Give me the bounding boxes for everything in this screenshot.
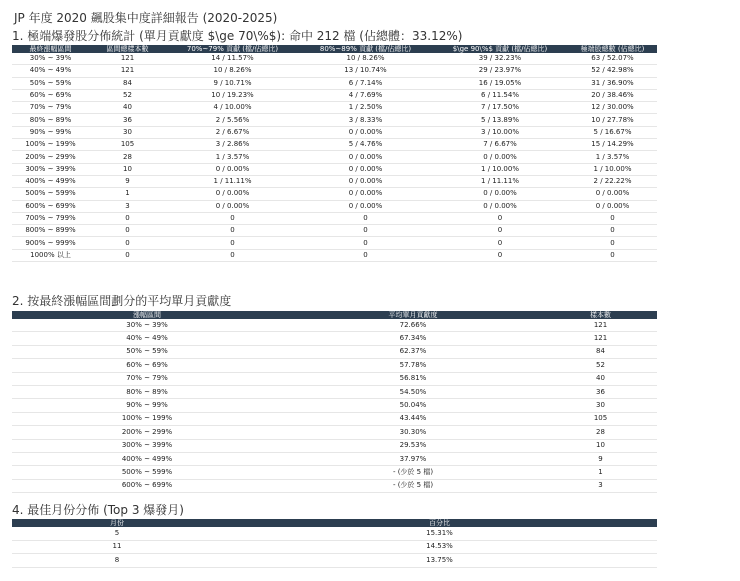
table-cell: 0 / 0.00%: [568, 200, 657, 212]
table-cell: 0: [568, 225, 657, 237]
table-cell: 105: [544, 412, 657, 425]
table-cell: 3 / 2.86%: [166, 139, 299, 151]
table-row: [12, 345, 657, 358]
table-cell: 400% ~ 499%: [12, 452, 282, 465]
table-cell: 50% ~ 59%: [12, 77, 89, 89]
table-cell: 36: [89, 114, 166, 126]
table-cell: 0: [568, 249, 657, 261]
extreme-distribution-table: [12, 45, 657, 262]
table-row: [12, 540, 657, 554]
table-row: [12, 114, 657, 126]
table-cell: 90% ~ 99%: [12, 126, 89, 138]
table-row: [12, 332, 657, 345]
table-cell: 6 / 7.14%: [299, 77, 432, 89]
table-cell: 57.78%: [282, 359, 544, 372]
table-cell: 30% ~ 39%: [12, 53, 89, 65]
table-row: [12, 359, 657, 372]
table-cell: 121: [89, 53, 166, 65]
table-cell: 8: [12, 554, 222, 568]
table-cell: 84: [544, 345, 657, 358]
table-cell: 0 / 0.00%: [432, 200, 568, 212]
table-cell: 0: [89, 212, 166, 224]
table-cell: 10 / 27.78%: [568, 114, 657, 126]
table-cell: 7 / 6.67%: [432, 139, 568, 151]
table-cell: 72.66%: [282, 319, 544, 332]
table-cell: 40: [89, 102, 166, 114]
table-row: [12, 452, 657, 465]
table-cell: 0: [89, 237, 166, 249]
table-row: [12, 89, 657, 101]
table-row: [12, 151, 657, 163]
table-row: [12, 372, 657, 385]
table-header-row: [12, 519, 657, 527]
table-cell: 13.75%: [222, 554, 657, 568]
table-cell: 20 / 38.46%: [568, 89, 657, 101]
table-cell: 200% ~ 299%: [12, 151, 89, 163]
table-cell: 90% ~ 99%: [12, 399, 282, 412]
column-header: 70%~79% 貢獻 (檔/佔總比): [166, 45, 299, 53]
table-cell: 0: [299, 212, 432, 224]
column-header: $\ge 90\%$ 貢獻 (檔/佔總比): [432, 45, 568, 53]
table-cell: 60% ~ 69%: [12, 89, 89, 101]
table-cell: 0: [432, 212, 568, 224]
table-row: [12, 426, 657, 439]
table-cell: 0: [432, 249, 568, 261]
table-cell: 50.04%: [282, 399, 544, 412]
table-header-row: [12, 311, 657, 319]
table-cell: 500% ~ 599%: [12, 188, 89, 200]
table-cell: 14 / 11.57%: [166, 53, 299, 65]
page-title: JP 年度 2020 飆股集中度詳細報告 (2020-2025): [14, 11, 278, 25]
table-cell: 0: [166, 225, 299, 237]
table-cell: 500% ~ 599%: [12, 466, 282, 479]
table-cell: 36: [544, 385, 657, 398]
table-cell: 0: [166, 249, 299, 261]
table-cell: 80% ~ 89%: [12, 385, 282, 398]
table-cell: 39 / 32.23%: [432, 53, 568, 65]
table-row: [12, 139, 657, 151]
table-row: [12, 225, 657, 237]
table-cell: 11: [12, 540, 222, 554]
table-cell: 15 / 14.29%: [568, 139, 657, 151]
table-row: [12, 102, 657, 114]
table-cell: 0 / 0.00%: [568, 188, 657, 200]
table-cell: 0 / 0.00%: [166, 200, 299, 212]
table-cell: 100% ~ 199%: [12, 139, 89, 151]
column-header: 漲幅區間: [12, 311, 282, 319]
table-cell: 121: [544, 319, 657, 332]
table-cell: 30: [544, 399, 657, 412]
table-cell: 0 / 0.00%: [432, 151, 568, 163]
table-cell: 5 / 13.89%: [432, 114, 568, 126]
table-cell: 4 / 7.69%: [299, 89, 432, 101]
table-cell: 800% ~ 899%: [12, 225, 89, 237]
table-row: [12, 175, 657, 187]
table-cell: 1000% 以上: [12, 249, 89, 261]
table-row: [12, 77, 657, 89]
table-cell: 56.81%: [282, 372, 544, 385]
table-cell: 2 / 5.56%: [166, 114, 299, 126]
table-cell: 121: [544, 332, 657, 345]
table-cell: 0 / 0.00%: [299, 200, 432, 212]
column-header: 百分比: [222, 519, 657, 527]
table-cell: 9 / 10.71%: [166, 77, 299, 89]
table-row: [12, 399, 657, 412]
table-cell: 16 / 19.05%: [432, 77, 568, 89]
table-row: [12, 200, 657, 212]
table-cell: 0: [432, 225, 568, 237]
table-cell: 0: [299, 225, 432, 237]
table-row: [12, 554, 657, 568]
table-cell: 600% ~ 699%: [12, 200, 89, 212]
table-cell: 15.31%: [222, 527, 657, 540]
table-cell: 0 / 0.00%: [432, 188, 568, 200]
table-cell: 0: [568, 212, 657, 224]
table-cell: 4 / 10.00%: [166, 102, 299, 114]
table-cell: 1 / 10.00%: [568, 163, 657, 175]
table-cell: 400% ~ 499%: [12, 175, 89, 187]
table-cell: 37.97%: [282, 452, 544, 465]
table-cell: 2 / 22.22%: [568, 175, 657, 187]
table-cell: 13 / 10.74%: [299, 65, 432, 77]
table-cell: 70% ~ 79%: [12, 102, 89, 114]
table-cell: 900% ~ 999%: [12, 237, 89, 249]
table-cell: 0 / 0.00%: [299, 151, 432, 163]
table-cell: 0 / 0.00%: [299, 188, 432, 200]
table-cell: 0: [299, 237, 432, 249]
column-header: 樣本數: [544, 311, 657, 319]
table-cell: 31 / 36.90%: [568, 77, 657, 89]
table-cell: 12 / 30.00%: [568, 102, 657, 114]
table-cell: 67.34%: [282, 332, 544, 345]
table-cell: 0 / 0.00%: [299, 175, 432, 187]
table-cell: 0: [89, 225, 166, 237]
table-cell: 3 / 8.33%: [299, 114, 432, 126]
table-cell: - (少於 5 檔): [282, 466, 544, 479]
table-cell: 30% ~ 39%: [12, 319, 282, 332]
table-row: [12, 65, 657, 77]
table-row: [12, 319, 657, 332]
table-cell: 63 / 52.07%: [568, 53, 657, 65]
table-cell: 3 / 10.00%: [432, 126, 568, 138]
table-cell: 9: [544, 452, 657, 465]
table-cell: 62.37%: [282, 345, 544, 358]
table-cell: 40: [544, 372, 657, 385]
table-row: [12, 385, 657, 398]
table-cell: 14.53%: [222, 540, 657, 554]
table-cell: 10: [89, 163, 166, 175]
table-cell: 0: [166, 237, 299, 249]
table-cell: 1: [89, 188, 166, 200]
table-cell: 52: [89, 89, 166, 101]
table-cell: 6 / 11.54%: [432, 89, 568, 101]
table-cell: 0 / 0.00%: [299, 163, 432, 175]
table-cell: 0: [89, 249, 166, 261]
table-row: [12, 466, 657, 479]
table-cell: 5: [12, 527, 222, 540]
table-row: [12, 237, 657, 249]
table-cell: 52 / 42.98%: [568, 65, 657, 77]
table-row: [12, 126, 657, 138]
table-cell: 50% ~ 59%: [12, 345, 282, 358]
table-cell: 52: [544, 359, 657, 372]
table-cell: 10 / 19.23%: [166, 89, 299, 101]
table-cell: 3: [89, 200, 166, 212]
column-header: 極端股總數 (佔總比): [568, 45, 657, 53]
column-header: 月份: [12, 519, 222, 527]
table-cell: 1 / 10.00%: [432, 163, 568, 175]
column-header: 80%~89% 貢獻 (檔/佔總比): [299, 45, 432, 53]
column-header: 最終漲幅區間: [12, 45, 89, 53]
table-cell: 1 / 11.11%: [166, 175, 299, 187]
table-cell: 1 / 3.57%: [568, 151, 657, 163]
table-cell: 5 / 4.76%: [299, 139, 432, 151]
table-cell: 10: [544, 439, 657, 452]
section-2-heading: 2. 按最終漲幅區間劃分的平均單月貢獻度: [12, 294, 232, 308]
best-month-table: [12, 519, 657, 568]
section-1-heading: 1. 極端爆發股分佈統計 (單月貢獻度 $\ge 70\%$): 命中 212 檔 (佔總體：33.12%): [12, 29, 463, 43]
table-cell: 10 / 8.26%: [166, 65, 299, 77]
table-cell: 9: [89, 175, 166, 187]
table-cell: 29.53%: [282, 439, 544, 452]
table-cell: 29 / 23.97%: [432, 65, 568, 77]
table-cell: 3: [544, 479, 657, 492]
table-row: [12, 439, 657, 452]
table-cell: 70% ~ 79%: [12, 372, 282, 385]
table-row: [12, 479, 657, 492]
table-row: [12, 249, 657, 261]
table-cell: 121: [89, 65, 166, 77]
table-cell: 300% ~ 399%: [12, 439, 282, 452]
table-cell: 28: [89, 151, 166, 163]
table-cell: 5 / 16.67%: [568, 126, 657, 138]
table-cell: 84: [89, 77, 166, 89]
column-header: 區間總樣本數: [89, 45, 166, 53]
table-cell: 40% ~ 49%: [12, 332, 282, 345]
table-header-row: [12, 45, 657, 53]
table-cell: 43.44%: [282, 412, 544, 425]
section-4-heading: 4. 最佳月份分佈 (Top 3 爆發月): [12, 503, 184, 517]
table-row: [12, 53, 657, 65]
table-cell: 105: [89, 139, 166, 151]
table-cell: 1 / 3.57%: [166, 151, 299, 163]
table-cell: 30.30%: [282, 426, 544, 439]
table-cell: 30: [89, 126, 166, 138]
table-row: [12, 212, 657, 224]
table-cell: 1 / 2.50%: [299, 102, 432, 114]
table-cell: 0: [432, 237, 568, 249]
table-cell: 0: [299, 249, 432, 261]
table-cell: 600% ~ 699%: [12, 479, 282, 492]
table-cell: - (少於 5 檔): [282, 479, 544, 492]
table-cell: 0 / 0.00%: [166, 163, 299, 175]
table-cell: 28: [544, 426, 657, 439]
table-row: [12, 188, 657, 200]
average-contribution-table: [12, 311, 657, 493]
table-cell: 100% ~ 199%: [12, 412, 282, 425]
column-header: 平均單月貢獻度: [282, 311, 544, 319]
table-cell: 0: [568, 237, 657, 249]
table-cell: 7 / 17.50%: [432, 102, 568, 114]
table-cell: 1 / 11.11%: [432, 175, 568, 187]
table-cell: 40% ~ 49%: [12, 65, 89, 77]
table-cell: 10 / 8.26%: [299, 53, 432, 65]
table-cell: 700% ~ 799%: [12, 212, 89, 224]
table-cell: 200% ~ 299%: [12, 426, 282, 439]
table-cell: 1: [544, 466, 657, 479]
table-cell: 2 / 6.67%: [166, 126, 299, 138]
table-cell: 80% ~ 89%: [12, 114, 89, 126]
table-cell: 300% ~ 399%: [12, 163, 89, 175]
table-cell: 54.50%: [282, 385, 544, 398]
table-cell: 0: [166, 212, 299, 224]
table-row: [12, 412, 657, 425]
table-cell: 0 / 0.00%: [299, 126, 432, 138]
table-cell: 0 / 0.00%: [166, 188, 299, 200]
table-cell: 60% ~ 69%: [12, 359, 282, 372]
table-row: [12, 163, 657, 175]
table-row: [12, 527, 657, 540]
